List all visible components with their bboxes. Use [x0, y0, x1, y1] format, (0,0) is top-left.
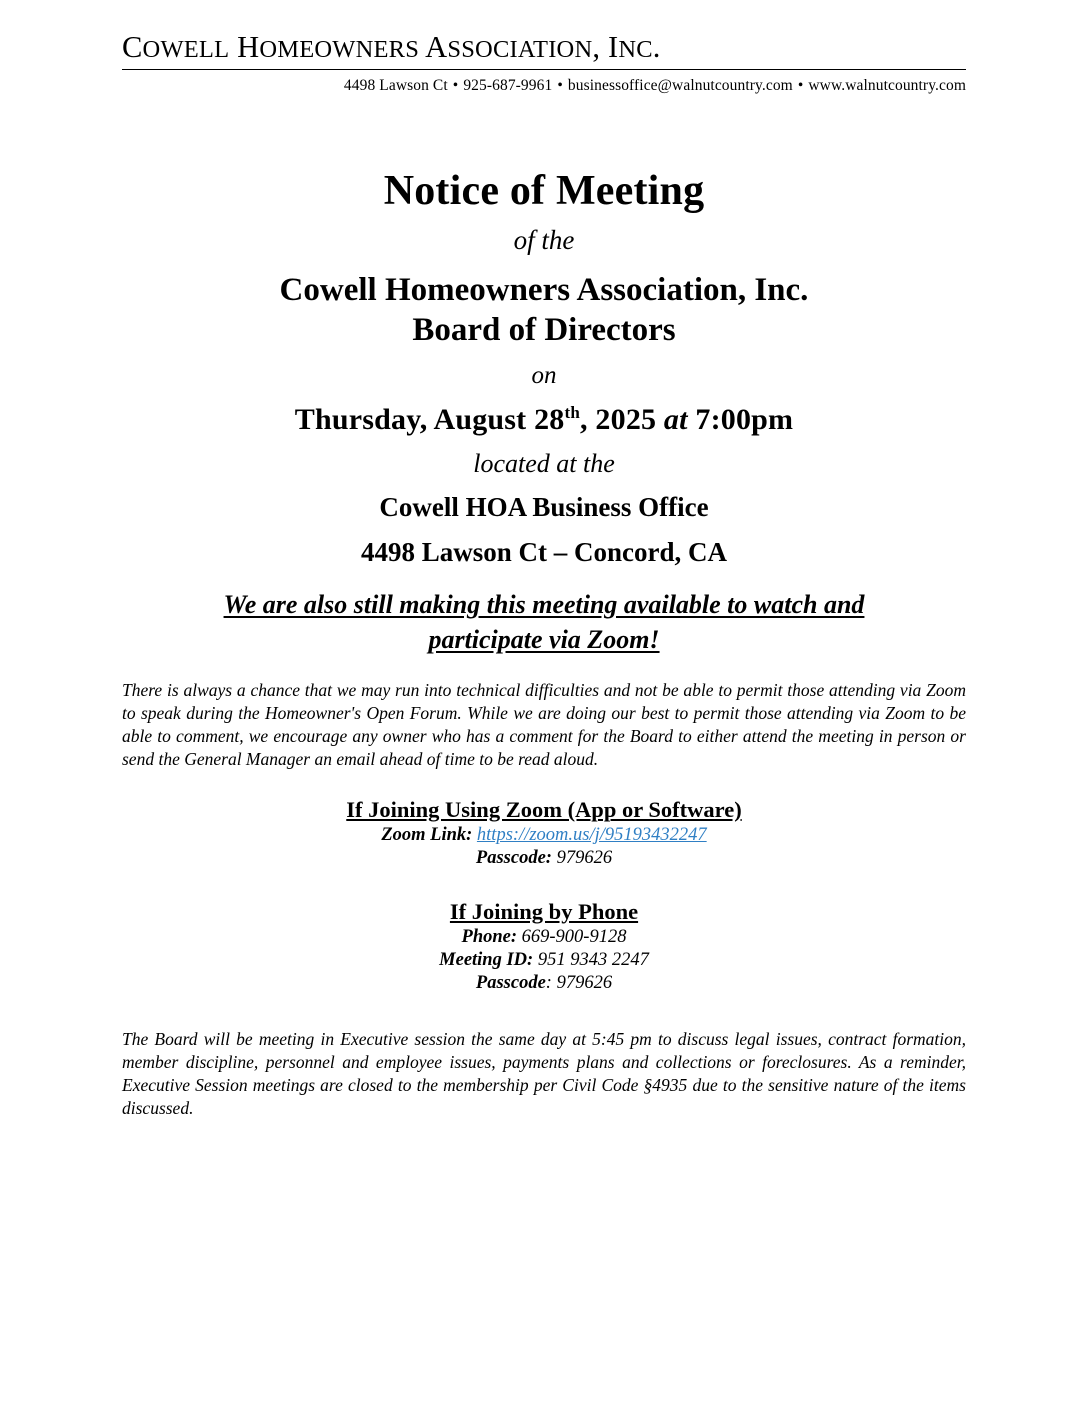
phone-passcode-value: : 979626: [545, 972, 613, 993]
meeting-date-ordinal: th: [564, 403, 581, 423]
letterhead-phone: 925-687-9961: [463, 77, 553, 94]
organization-name: COWELL HOMEOWNERS ASSOCIATION, INC.: [122, 30, 661, 64]
zoom-link-row: [122, 825, 966, 846]
phone-section-heading: If Joining by Phone: [449, 898, 639, 924]
phone-value: 669-900-9128: [521, 926, 627, 947]
zoom-passcode-value: 979626: [556, 847, 613, 868]
bullet-icon: •: [557, 77, 563, 94]
meeting-id-row: [122, 950, 966, 971]
bullet-icon: •: [797, 77, 804, 94]
letterhead-website[interactable]: www.walnutcountry.com: [808, 77, 966, 94]
phone-label: Phone:: [461, 926, 518, 947]
located-at-label: located at the: [473, 449, 615, 479]
on-label: on: [531, 362, 557, 390]
meeting-date-at: at: [663, 403, 688, 437]
meeting-id-label: Meeting ID:: [439, 949, 534, 970]
board-name: Board of Directors: [412, 311, 676, 348]
letterhead-divider: [122, 69, 966, 70]
phone-passcode-label: Passcode: [475, 972, 546, 993]
meeting-date-prefix: Thursday, August 28: [294, 403, 565, 437]
meeting-id-value: 951 9343 2247: [537, 949, 649, 970]
zoom-link-label: Zoom Link:: [381, 824, 473, 845]
association-name: Cowell Homeowners Association, Inc.: [279, 271, 809, 308]
venue-address: 4498 Lawson Ct – Concord, CA: [360, 537, 728, 568]
meeting-time: 7:00pm: [687, 403, 794, 437]
executive-session-note: The Board will be meeting in Executive session the same day at 5:45 pm to discuss legal issues, contract formation, member discipline, personnel and employee issues, payments plans and collections or foreclosures. As a reminder, Executive Session meetings are closed to the membership per Civil Code §4935 due to the sensitive nature of the items discussed.: [122, 1028, 966, 1118]
letterhead-email[interactable]: businessoffice@walnutcountry.com: [567, 77, 793, 94]
meeting-date-year: , 2025: [580, 403, 664, 437]
letterhead-address: 4498 Lawson Ct: [343, 77, 448, 94]
zoom-section-heading: If Joining Using Zoom (App or Software): [346, 796, 742, 822]
of-the-label: of the: [513, 224, 575, 255]
meeting-date: [122, 403, 966, 437]
zoom-availability-banner: We are also still making this meeting available to watch and participate via Zoom!: [223, 590, 865, 654]
venue-name: Cowell HOA Business Office: [379, 492, 709, 523]
letterhead-contact-line: [122, 77, 966, 95]
bullet-icon: •: [452, 77, 459, 94]
notice-body: [122, 167, 966, 1120]
letterhead: [122, 30, 966, 95]
page-title: Notice of Meeting: [383, 168, 705, 214]
technical-disclaimer: There is always a chance that we may run into technical difficulties and not be able to permit those attending via Zoom to speak during the Homeowner's Open Forum. While we are doing our best to permit those attending via Zoom to be able to comment, we encourage any owner who has a comment for the Board to either attend the meeting in person or send the General Manager an email ahead of time to be read aloud.: [122, 680, 966, 769]
zoom-passcode-label: Passcode:: [475, 847, 552, 868]
zoom-passcode-row: [122, 848, 966, 869]
zoom-link-url[interactable]: https://zoom.us/j/95193432247: [476, 824, 707, 845]
phone-passcode-row: [122, 973, 966, 994]
phone-number-row: [122, 927, 966, 948]
